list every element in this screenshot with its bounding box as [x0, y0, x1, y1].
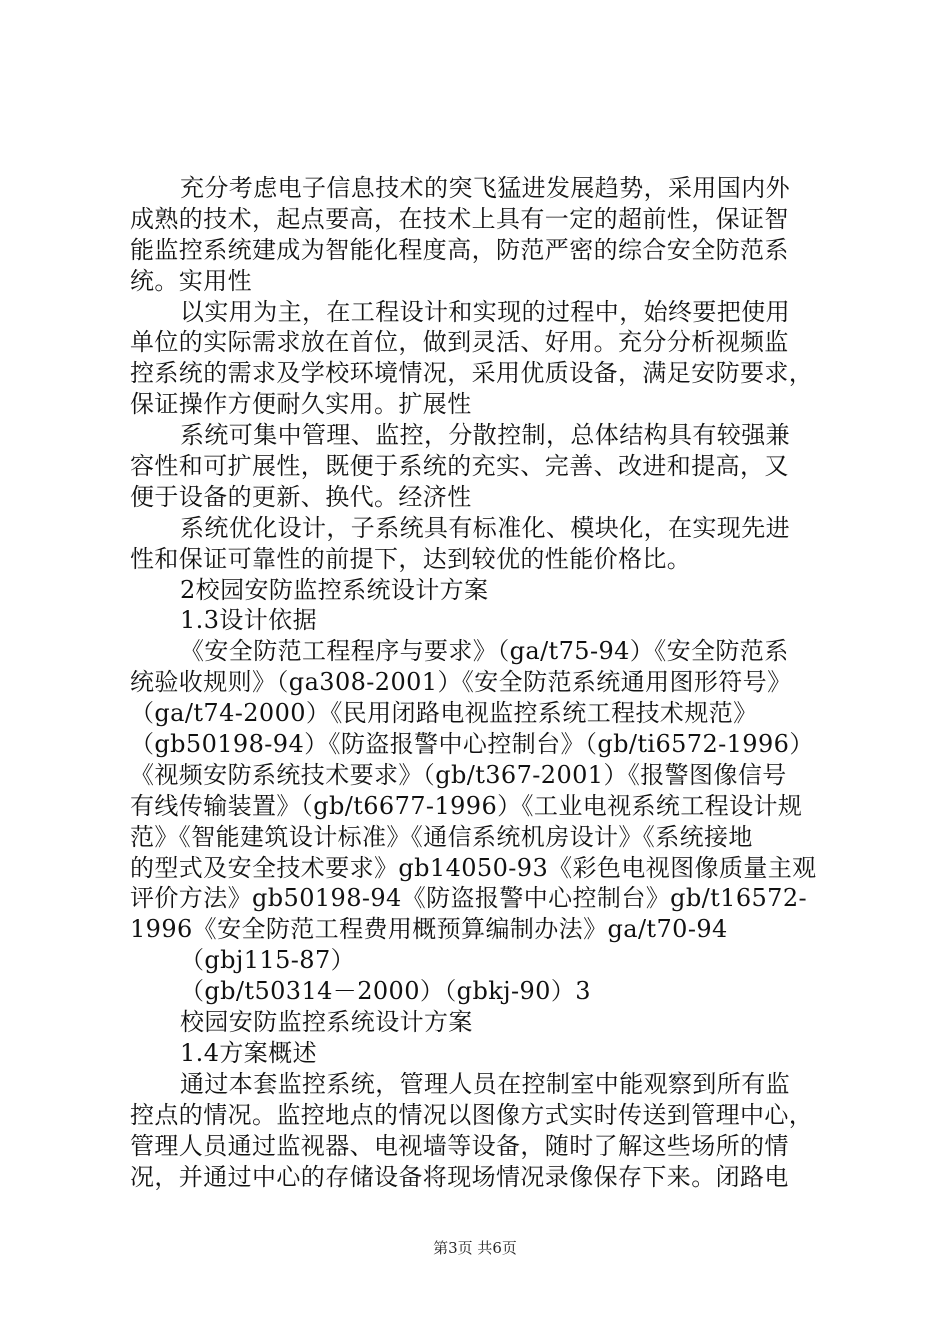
paragraph-line: 成熟的技术，起点要高，在技术上具有一定的超前性，保证智	[130, 204, 789, 233]
section-heading: 校园安防监控系统设计方案	[180, 1008, 473, 1037]
paragraph-line: 单位的实际需求放在首位，做到灵活、好用。充分分析视频监	[130, 328, 789, 357]
paragraph-line: 能监控系统建成为智能化程度高，防范严密的综合安全防范系	[130, 235, 789, 264]
paragraph-line: 范》《智能建筑设计标准》《通信系统机房设计》《系统接地	[130, 822, 753, 851]
paragraph-line: 以实用为主，在工程设计和实现的过程中，始终要把使用	[180, 297, 790, 326]
page-number-footer: 第3页 共6页	[433, 1239, 517, 1257]
paragraph-line: 保证操作方便耐久实用。扩展性	[130, 390, 472, 419]
paragraph-line: （gbj115-87）	[180, 946, 356, 975]
paragraph-line: 统验收规则》（ga308-2001）《安全防范系统通用图形符号》	[130, 668, 792, 697]
paragraph-line: 评价方法》gb50198-94《防盗报警中心控制台》gb/t16572-	[130, 884, 808, 913]
paragraph-line: （gb/t50314－2000）（gbkj-90）3	[180, 977, 591, 1006]
section-heading: 2校园安防监控系统设计方案	[180, 575, 489, 604]
paragraph-line: （ga/t74-2000）《民用闭路电视监控系统工程技术规范》	[130, 699, 758, 728]
paragraph-line: 通过本套监控系统，管理人员在控制室中能观察到所有监	[180, 1069, 790, 1098]
paragraph-line: 管理人员通过监视器、电视墙等设备，随时了解这些场所的情	[130, 1131, 789, 1160]
section-heading: 1.3设计依据	[180, 606, 317, 635]
section-heading: 1.4方案概述	[180, 1038, 317, 1067]
paragraph-line: 充分考虑电子信息技术的突飞猛进发展趋势，采用国内外	[180, 174, 790, 202]
paragraph-line: 系统优化设计，子系统具有标准化、模块化，在实现先进	[180, 513, 790, 542]
paragraph-line: 便于设备的更新、换代。经济性	[130, 482, 472, 511]
paragraph-line: 性和保证可靠性的前提下，达到较优的性能价格比。	[130, 544, 692, 573]
paragraph-line: 容性和可扩展性，既便于系统的充实、完善、改进和提高，又	[130, 452, 789, 481]
paragraph-line: 的型式及安全技术要求》gb14050-93《彩色电视图像质量主观	[130, 853, 817, 882]
paragraph-line: 系统可集中管理、监控，分散控制，总体结构具有较强兼	[180, 421, 790, 450]
paragraph-line: （gb50198-94）《防盗报警中心控制台》（gb/ti6572-1996）	[130, 730, 814, 759]
paragraph-line: 控系统的需求及学校环境情况，采用优质设备，满足安防要求，	[130, 359, 814, 388]
document-body	[130, 173, 840, 1192]
paragraph-line: 统。实用性	[130, 266, 252, 295]
paragraph-line: 《视频安防系统技术要求》（gb/t367-2001）《报警图像信号	[130, 760, 787, 789]
paragraph-line: 有线传输装置》（gb/t6677-1996）《工业电视系统工程设计规	[130, 791, 803, 820]
paragraph-line: 况，并通过中心的存储设备将现场情况录像保存下来。闭路电	[130, 1162, 789, 1191]
paragraph-line: 《安全防范工程程序与要求》（ga/t75-94）《安全防范系	[180, 637, 789, 666]
paragraph-line: 控点的情况。监控地点的情况以图像方式实时传送到管理中心，	[130, 1100, 814, 1129]
paragraph-line: 1996《安全防范工程费用概预算编制办法》ga/t70-94	[130, 915, 728, 944]
